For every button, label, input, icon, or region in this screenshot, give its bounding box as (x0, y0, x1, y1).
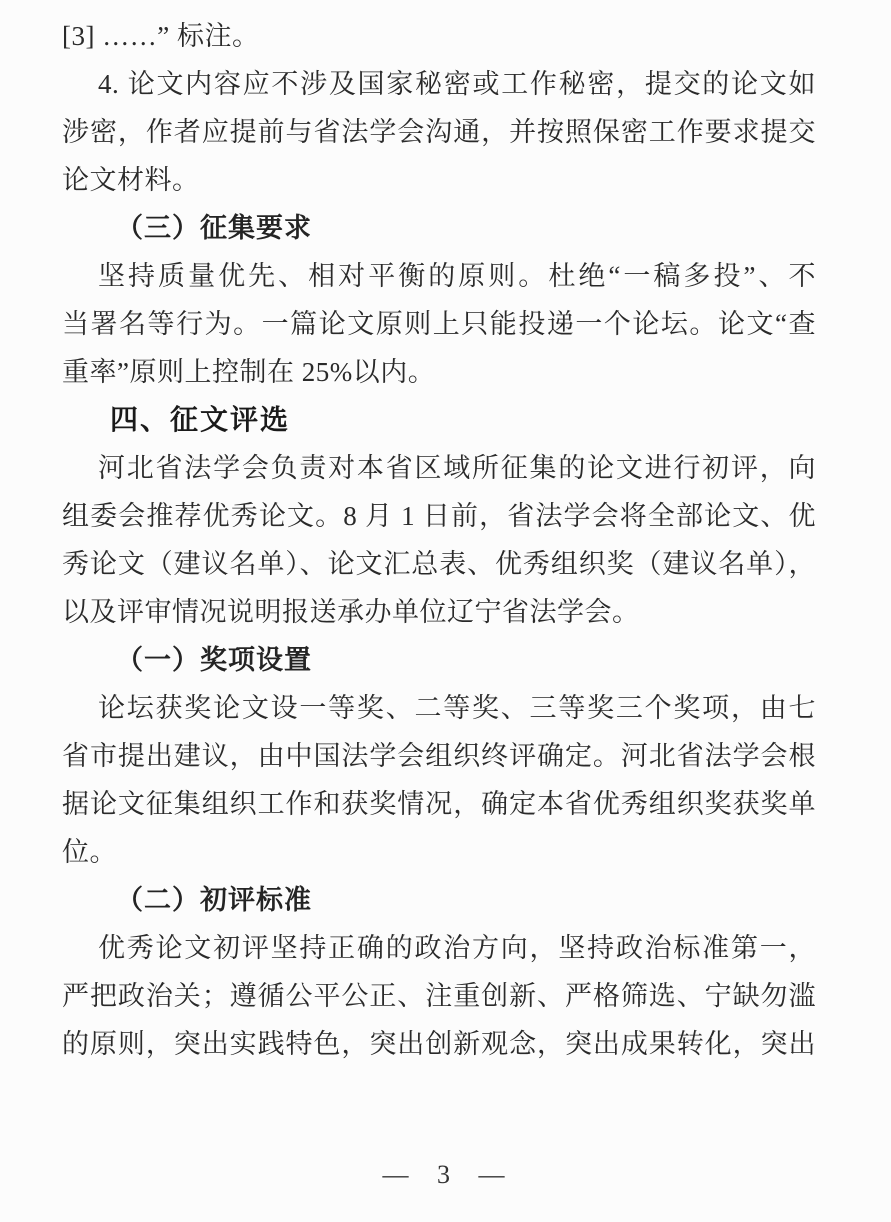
text-line: 优秀论文初评坚持正确的政治方向，坚持政治标准第一， (98, 933, 816, 963)
subsection-heading: （三）征集要求 (116, 213, 312, 243)
text-line: 坚持质量优先、相对平衡的原则。杜绝“一稿多投”、不 (98, 261, 816, 291)
text-line: 秀论文（建议名单）、论文汇总表、优秀组织奖（建议名单）， (62, 549, 816, 579)
page-footer (0, 1151, 891, 1199)
text-line: 以及评审情况说明报送承办单位辽宁省法学会。 (62, 597, 640, 627)
text-line: 河北省法学会负责对本省区域所征集的论文进行初评，向 (98, 453, 816, 483)
subsection-heading: （一）奖项设置 (116, 645, 312, 675)
text-line: [3] ……” 标注。 (62, 21, 260, 51)
text-line: 4. 论文内容应不涉及国家秘密或工作秘密，提交的论文如 (98, 69, 816, 99)
page-number: — 3 — (382, 1160, 509, 1189)
section-heading: 四、征文评选 (110, 404, 291, 435)
text-line: 严把政治关；遵循公平公正、注重创新、严格筛选、宁缺勿滥 (62, 981, 816, 1011)
text-line: 据论文征集组织工作和获奖情况，确定本省优秀组织奖获奖单 (62, 789, 816, 819)
text-line: 当署名等行为。一篇论文原则上只能投递一个论坛。论文“查 (62, 309, 816, 339)
text-line: 重率”原则上控制在 25%以内。 (62, 357, 436, 387)
text-line: 组委会推荐优秀论文。8 月 1 日前，省法学会将全部论文、优 (62, 501, 816, 531)
subsection-heading: （二）初评标准 (116, 885, 312, 915)
text-line: 的原则，突出实践特色，突出创新观念，突出成果转化，突出 (62, 1029, 816, 1059)
document-content (62, 12, 816, 1068)
text-line: 论文材料。 (62, 165, 200, 195)
text-line: 位。 (62, 837, 117, 867)
text-line: 省市提出建议，由中国法学会组织终评确定。河北省法学会根 (62, 741, 816, 771)
text-line: 涉密，作者应提前与省法学会沟通，并按照保密工作要求提交 (62, 117, 816, 147)
text-line: 论坛获奖论文设一等奖、二等奖、三等奖三个奖项，由七 (98, 693, 816, 723)
